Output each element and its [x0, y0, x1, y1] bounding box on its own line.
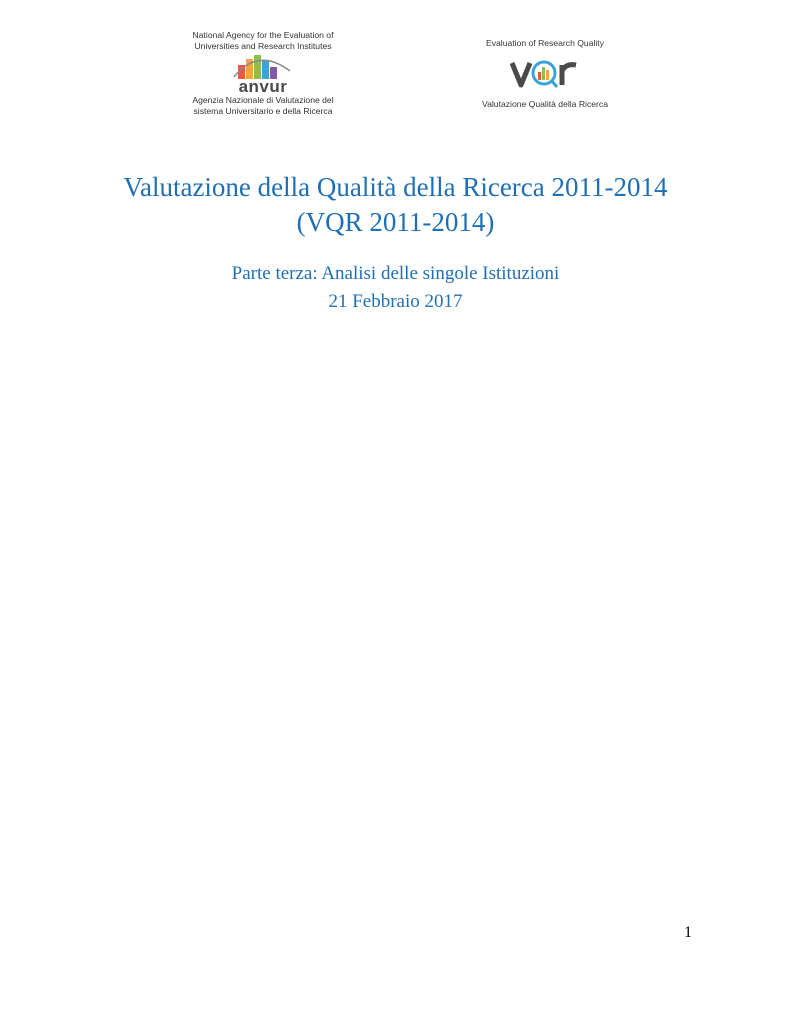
anvur-bars-icon	[232, 53, 294, 79]
vqr-mark	[470, 53, 620, 99]
anvur-top-line-2: Universities and Research Institutes	[194, 40, 332, 51]
anvur-bottom-line-1: Agenzia Nazionale di Valutazione del	[192, 95, 334, 105]
anvur-mark	[178, 53, 348, 95]
document-title-line-1: Valutazione della Qualità della Ricerca 2011-2014	[123, 172, 668, 202]
vqr-q-bar-3	[546, 70, 549, 80]
page-number: 1	[684, 924, 692, 941]
anvur-logo	[178, 30, 348, 116]
document-title-line-2: (VQR 2011-2014)	[296, 207, 495, 237]
anvur-bottom-line-2: sistema Universitario e della Ricerca	[193, 105, 333, 116]
vqr-v	[512, 63, 530, 85]
anvur-wordmark: anvur	[238, 77, 288, 96]
document-subtitle-line-1: Parte terza: Analisi delle singole Istituzioni	[231, 263, 560, 284]
vqr-wordmark-icon	[510, 53, 580, 93]
vqr-r	[562, 65, 576, 85]
vqr-top-line: Evaluation of Research Quality	[486, 38, 604, 48]
anvur-top-line-1: National Agency for the Evaluation of	[192, 30, 334, 40]
vqr-logo	[470, 38, 620, 110]
title-block	[0, 170, 791, 316]
anvur-bar-3	[254, 55, 261, 79]
vqr-q-tail	[551, 80, 557, 87]
document-date: 21 Febbraio 2017	[328, 291, 463, 312]
vqr-q-bar-1	[538, 72, 541, 80]
vqr-q-bar-2	[542, 67, 545, 80]
vqr-bottom-line: Valutazione Qualità della Ricerca	[482, 99, 608, 109]
